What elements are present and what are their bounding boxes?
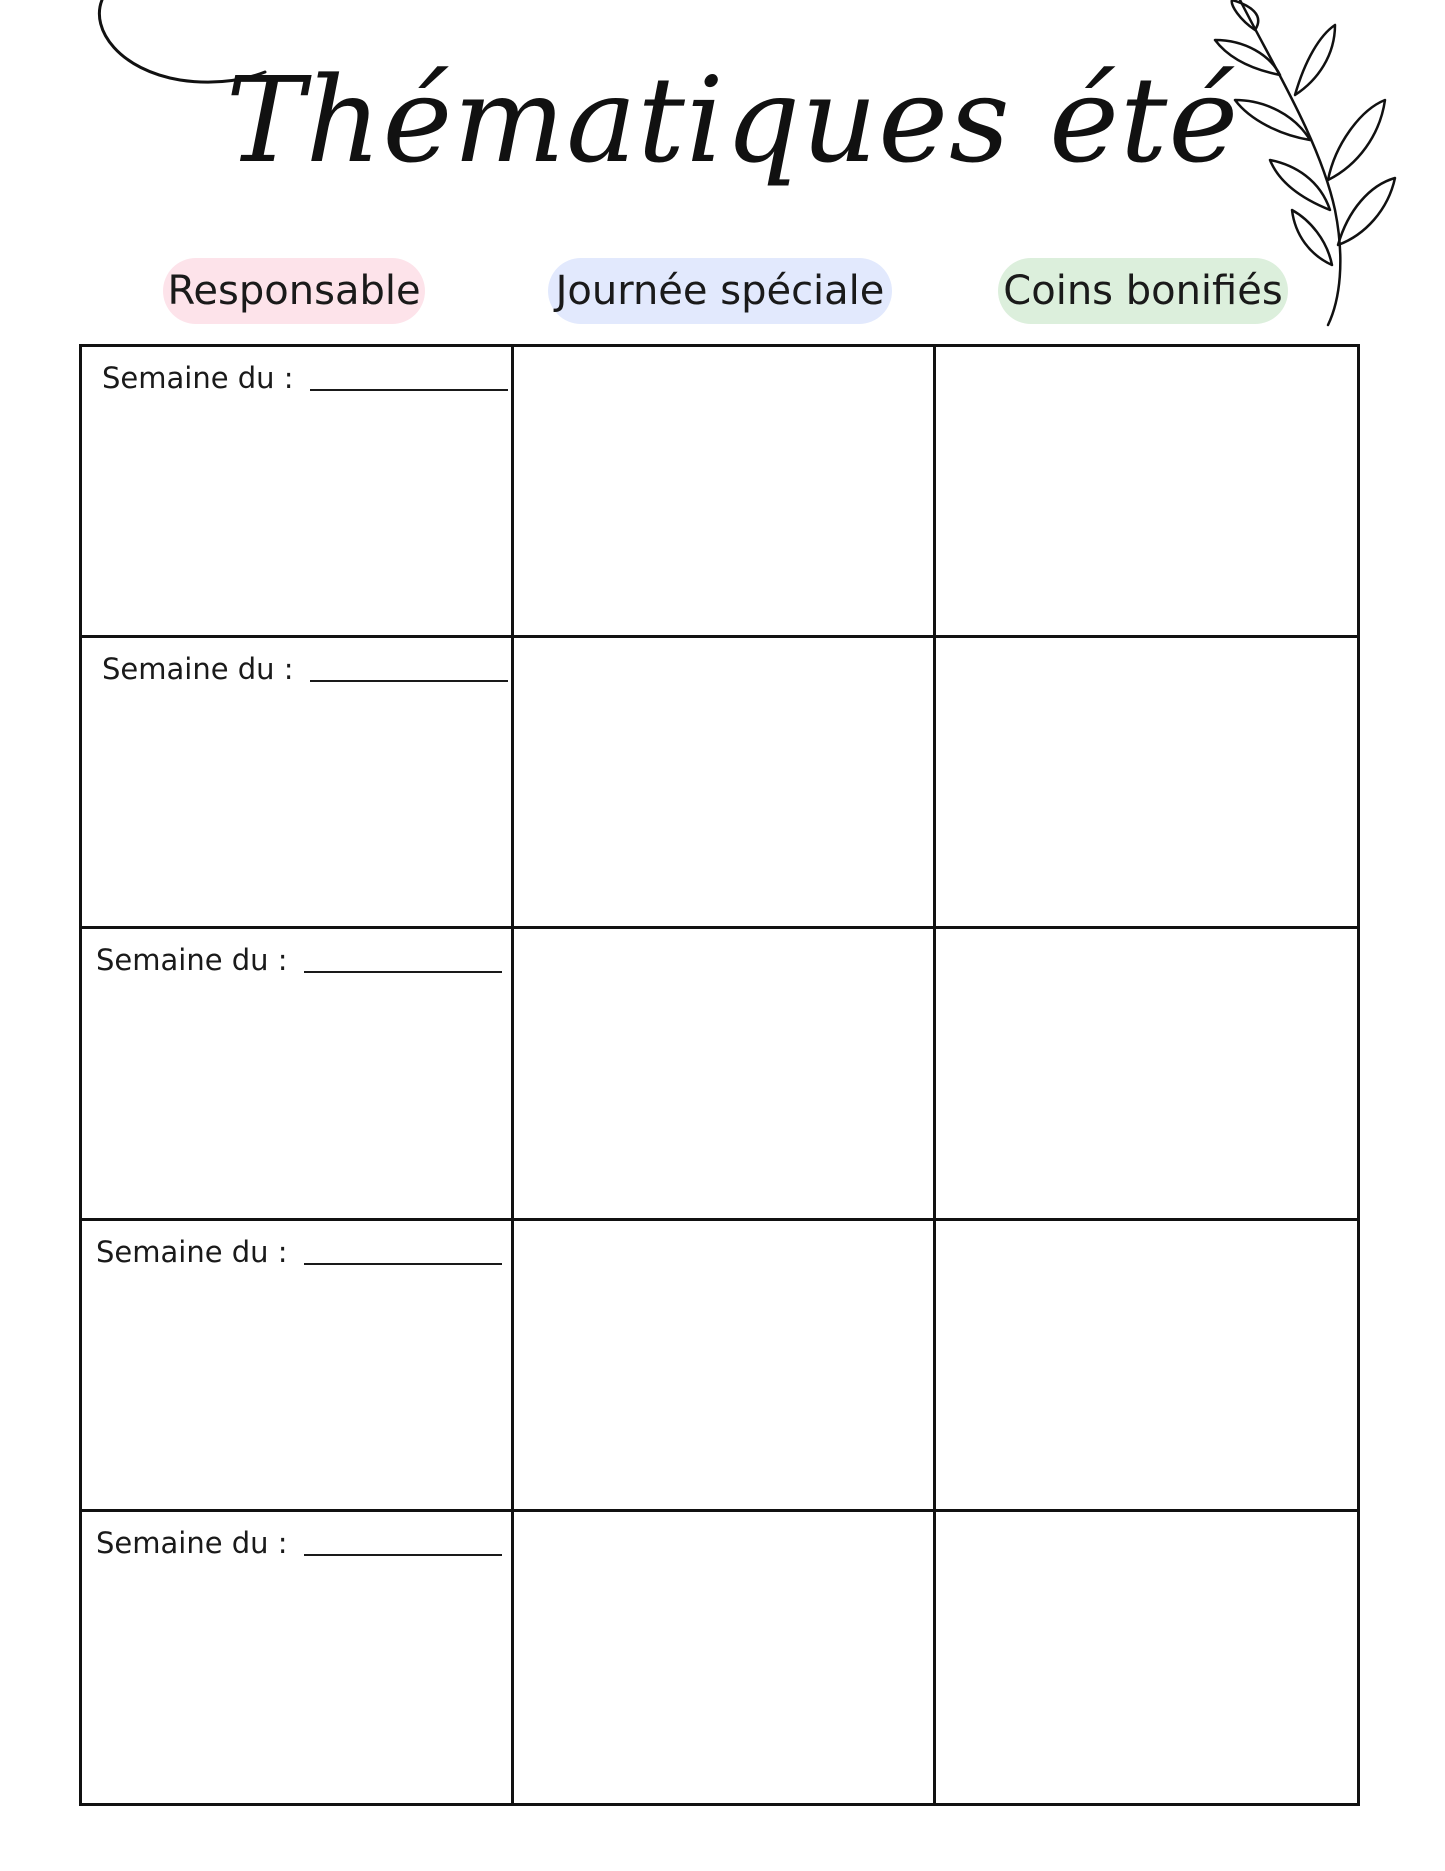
legend-journee-speciale: Journée spéciale <box>548 258 892 324</box>
week-label <box>96 943 502 977</box>
week-label-text: Semaine du : <box>102 361 294 395</box>
week-label-text: Semaine du : <box>96 943 288 978</box>
coins-cell[interactable] <box>936 1512 1357 1803</box>
legend-coins-bonifies: Coins bonifiés <box>998 258 1288 324</box>
week-label-text: Semaine du : <box>96 1234 288 1269</box>
week-label-text: Semaine du : <box>96 1525 288 1560</box>
week-cell[interactable] <box>82 347 514 638</box>
week-cell[interactable] <box>82 638 514 929</box>
coins-cell[interactable] <box>936 929 1357 1220</box>
week-cell[interactable] <box>82 1221 514 1512</box>
date-fill-line[interactable] <box>304 971 502 973</box>
week-label <box>102 361 508 395</box>
week-label-text: Semaine du : <box>102 652 294 687</box>
week-label <box>102 652 508 686</box>
journee-cell[interactable] <box>514 638 936 929</box>
date-fill-line[interactable] <box>304 1554 502 1556</box>
journee-cell[interactable] <box>514 1221 936 1512</box>
week-label <box>96 1526 502 1560</box>
journee-cell[interactable] <box>514 1512 936 1803</box>
coins-cell[interactable] <box>936 347 1357 638</box>
journee-cell[interactable] <box>514 929 936 1220</box>
week-cell[interactable] <box>82 1512 514 1803</box>
legend-responsable: Responsable <box>163 258 425 324</box>
coins-cell[interactable] <box>936 1221 1357 1512</box>
journee-cell[interactable] <box>514 347 936 638</box>
week-label <box>96 1235 502 1269</box>
planning-table <box>79 344 1360 1806</box>
coins-cell[interactable] <box>936 638 1357 929</box>
week-cell[interactable] <box>82 929 514 1220</box>
page-title: Thématiques été <box>225 51 1240 189</box>
date-fill-line[interactable] <box>310 389 508 391</box>
date-fill-line[interactable] <box>304 1263 502 1265</box>
date-fill-line[interactable] <box>310 680 508 682</box>
